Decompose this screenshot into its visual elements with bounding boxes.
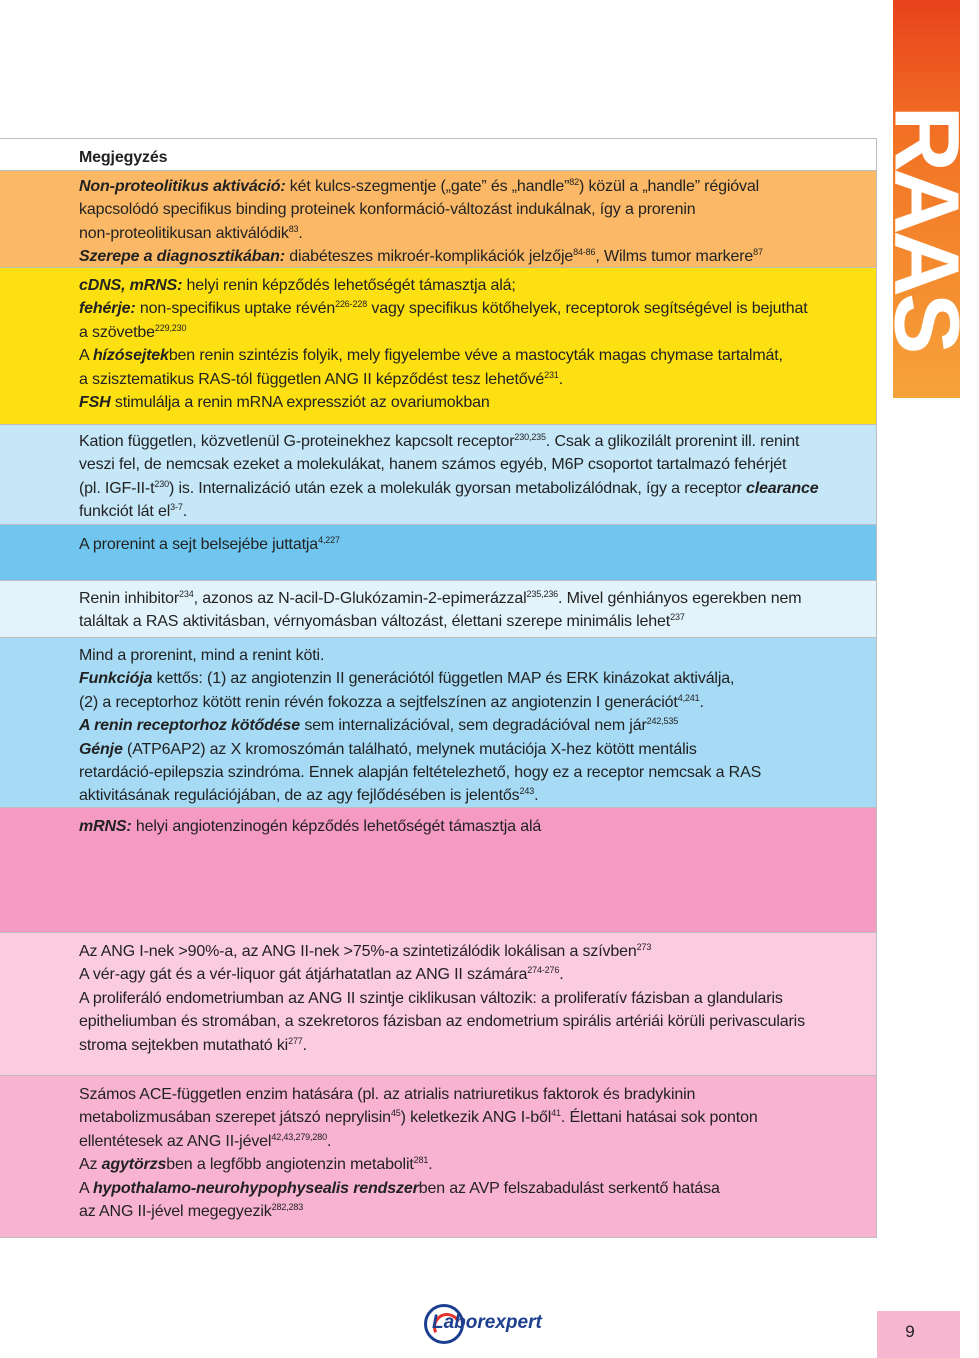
page-number: 9 xyxy=(905,1322,915,1341)
header-row xyxy=(0,138,877,171)
text-line: Kation független, közvetlenül G-proteinekhez kapcsolt receptor$^{230,235}$. Csak a glikozilált prorenint ill. renint xyxy=(79,432,800,450)
text-line: cDNS, mRNS: helyi renin képződés lehetőségét támasztja alá; xyxy=(79,277,516,294)
text-line: A hízósejtekben renin szintézis folyik, mely figyelembe véve a mastocyták magas chymase tartalmát, xyxy=(79,347,783,365)
text-line: metabolizmusában szerepet játszó neprylisin$^{45}$) keletkezik ANG I-ből$^{41}$. Élettani hatásai sok ponton xyxy=(79,1108,758,1127)
text-line: veszi fel, de nemcsak ezeket a molekulákat, hanem számos egyéb, M6P csoportot tartalmazó fehérjét xyxy=(79,456,787,474)
text-line: (pl. IGF-$II-t^{230}$) is. Internalizáció után ezek a molekulák gyorsan metabolizálódnak, így a receptor clearance xyxy=(79,478,819,497)
text-line: non-proteolitikusan aktiválódik$^{83}$. xyxy=(79,223,303,242)
text-line: ellentétesek az ANG II-jével$^{42,43,279,280}$. xyxy=(79,1131,332,1150)
text-line: Non-proteolitikus aktiváció: két kulcs-szegmentje („gate” és „handle”$^{82}$) közül a „handle” régióval xyxy=(79,177,760,195)
row-prorenin-receptor xyxy=(0,638,877,808)
text-line: a szövetbe$^{229,230}$ xyxy=(79,322,187,341)
section-tab xyxy=(875,0,978,398)
text-line: aktivitásának regulációjában, de az agy fejlődésében is jelentős$^{243}$. xyxy=(79,786,539,805)
section-tab-label: RAAS xyxy=(875,105,978,351)
text-line: az ANG II-jével megegyezik$^{282,283}$ xyxy=(79,1202,304,1221)
text-line: A renin receptorhoz kötődése sem internalizációval, sem degradációval nem jár$^{242,535}$ xyxy=(79,716,679,735)
text-line: epitheliumban és stromában, a szekretoros fázisban az endometrium spirális artériái körüli perivascularis xyxy=(79,1013,805,1031)
text-line: fehérje: non-specifikus uptake révén$^{226-228}$ vagy specifikus kötőhelyek, receptorok segítségével is bejuthat xyxy=(79,299,808,318)
row-prorenin-activation xyxy=(0,171,877,268)
text-line: Szerepe a diagnosztikában: diabéteszes mikroér-komplikációk jelzője$^{84-86}$, Wilms tumor markere$^{87}$ xyxy=(79,247,763,266)
text-line: A vér-agy gát és a vér-liquor gát átjárhatatlan az ANG II számára$^{274-276}$. xyxy=(79,965,564,984)
text-line: Az ANG I-nek >90%-a, az ANG II-nek >75%-a szintetizálódik lokálisan a szívben$^{273}$ xyxy=(79,942,652,960)
table-header-title: Megjegyzés xyxy=(79,149,168,166)
text-line: A prorenint a sejt belsejébe juttatja$^{4,227}$ xyxy=(79,535,340,553)
text-line: Funkciója kettős: (1) az angiotenzin II generációtól független MAP és ERK kinázokat aktiválja, xyxy=(79,670,735,688)
text-line: (2) a receptorhoz kötött renin révén fokozza a sejtfelszínen az angiotenzin I generációt$^{4,241}$. xyxy=(79,692,704,711)
text-line: Génje (ATP6AP2) az X kromoszómán található, melynek mutációja X-hez kötött mentális xyxy=(79,740,697,758)
row-prorenin-uptake xyxy=(0,525,877,581)
row-local-renin xyxy=(0,268,877,425)
text-line: Számos ACE-független enzim hatására (pl. az atrialis natriuretikus faktorok és bradykinin xyxy=(79,1086,696,1103)
text-line: Renin inhibitor$^{234}$, azonos az N-acil-D-Glukózamin-2-epimerázzal$^{235,236}$. Mivel génhiányos egerekben nem xyxy=(79,589,802,607)
text-line: FSH stimulálja a renin mRNA expressziót az ovariumokban xyxy=(79,394,490,412)
text-line: találtak a RAS aktivitásban, vérnyomásban változást, élettani szerepe minimális lehet$^{237}$ xyxy=(79,612,685,631)
row-ang-local xyxy=(0,933,877,1076)
text-line: stroma sejtekben mutatható $ki^{277}$. xyxy=(79,1035,307,1054)
text-line: A hypothalamo-neurohypophysealis rendszerben az AVP felszabadulást serkentő hatása xyxy=(79,1179,720,1197)
text-line: Az agytörzsben a legfőbb angiotenzin metabolit$^{281}$. xyxy=(79,1155,433,1174)
text-line: retardáció-epilepszia szindróma. Ennek alapján feltételezhető, hogy ez a receptor nemcsak a RAS xyxy=(79,764,762,782)
text-line: funkciót lát $el^{3-7}$. xyxy=(79,502,187,521)
page-number-box xyxy=(877,1311,960,1358)
text-line: A proliferáló endometriumban az ANG II szintje ciklikusan változik: a proliferatív fázisban a glandularis xyxy=(79,989,783,1007)
row-renin-inhibitor xyxy=(0,581,877,638)
laborexpert-logo xyxy=(424,1302,594,1350)
row-m6p-receptor xyxy=(0,425,877,525)
text-line: Mind a prorenint, mind a renint köti. xyxy=(79,647,325,664)
text-line: mRNS: helyi angiotenzinogén képződés lehetőségét támasztja alá xyxy=(79,818,542,835)
text-line: a szisztematikus RAS-tól független ANG II képződést tesz lehetővé$^{231}$. xyxy=(79,369,564,388)
row-angiotensinogen xyxy=(0,808,877,933)
logo-text: Laborexpert xyxy=(432,1312,542,1333)
text-line: kapcsolódó specifikus binding proteinek konformáció-változást indukálnak, így a prorenin xyxy=(79,201,696,219)
row-ang-i-metabolites xyxy=(0,1076,877,1238)
